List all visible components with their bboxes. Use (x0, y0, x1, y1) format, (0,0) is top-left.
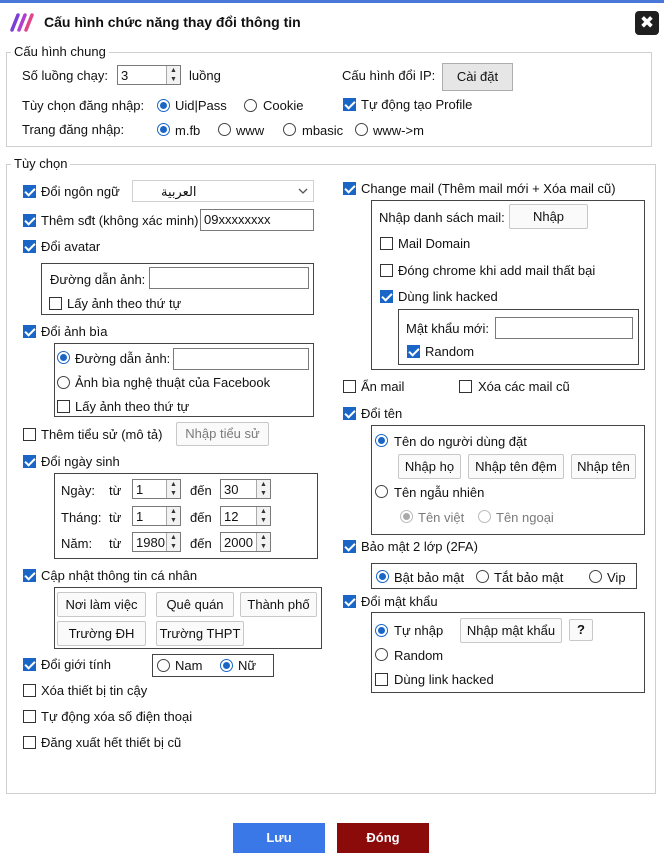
page-www-m-radio[interactable] (355, 123, 368, 136)
auto-profile-checkbox[interactable] (343, 98, 356, 111)
stepper-up-icon[interactable]: ▲ (256, 480, 270, 490)
month-to-stepper[interactable] (220, 506, 271, 526)
pw-hacked-link-label[interactable]: Dùng link hacked (394, 672, 494, 687)
mail-random-checkbox[interactable] (407, 345, 420, 358)
logout-old-label[interactable]: Đăng xuất hết thiết bị cũ (41, 735, 182, 750)
twofa-on-label[interactable]: Bật bảo mật (394, 570, 465, 585)
gender-male-label[interactable]: Nam (175, 658, 203, 673)
stepper-up-icon[interactable]: ▲ (166, 66, 180, 76)
name-foreign-radio[interactable] (478, 510, 491, 523)
change-mail-label[interactable]: Change mail (Thêm mail mới + Xóa mail cũ) (361, 181, 616, 196)
login-cookie-label[interactable]: Cookie (263, 98, 304, 113)
city-button[interactable]: Thành phố (240, 592, 317, 617)
delete-old-mail-label[interactable]: Xóa các mail cũ (478, 379, 570, 394)
remove-trusted-checkbox[interactable] (23, 684, 36, 697)
avatar-in-order-checkbox[interactable] (49, 297, 62, 310)
day-label: Ngày: (61, 483, 95, 498)
stepper-up-icon[interactable]: ▲ (166, 507, 180, 517)
twofa-off-radio[interactable] (476, 570, 489, 583)
month-to-value: 12 (224, 509, 239, 524)
twofa-label[interactable]: Bảo mật 2 lớp (2FA) (361, 539, 478, 554)
add-phone-checkbox[interactable] (23, 214, 36, 227)
hide-mail-label[interactable]: Ẩn mail (361, 379, 405, 394)
remove-trusted-label[interactable]: Xóa thiết bị tin cậy (41, 683, 148, 698)
change-language-checkbox[interactable] (23, 185, 36, 198)
help-icon[interactable]: ? (569, 619, 593, 641)
mail-hacked-link-checkbox[interactable] (380, 290, 393, 303)
day-to-stepper[interactable] (220, 479, 271, 499)
twofa-on-radio[interactable] (376, 570, 389, 583)
auto-profile-label[interactable]: Tự động tạo Profile (361, 97, 473, 112)
page-mbasic-label[interactable]: mbasic (302, 123, 344, 138)
cover-path-radio[interactable] (57, 351, 70, 364)
bio-input-button[interactable]: Nhập tiểu sử (176, 422, 269, 446)
university-button[interactable]: Trường ĐH (57, 621, 146, 646)
hide-mail-checkbox[interactable] (343, 380, 356, 393)
change-birthday-label[interactable]: Đổi ngày sinh (41, 454, 120, 469)
pw-random-radio[interactable] (375, 648, 388, 661)
month-from-value: 1 (136, 509, 144, 524)
name-user-set-radio[interactable] (375, 434, 388, 447)
app-logo-icon (9, 10, 35, 34)
stepper-down-icon[interactable]: ▼ (166, 516, 180, 525)
stepper-down-icon[interactable]: ▼ (256, 516, 270, 525)
hometown-button[interactable]: Quê quán (156, 592, 234, 617)
first-name-button[interactable]: Nhập tên (571, 454, 636, 479)
cover-in-order-checkbox[interactable] (57, 400, 70, 413)
year-from-stepper[interactable] (132, 532, 181, 552)
year-to-value: 2000 (224, 535, 253, 550)
avatar-in-order-label[interactable]: Lấy ảnh theo thứ tự (67, 296, 182, 311)
workplace-button[interactable]: Nơi làm việc (57, 592, 146, 617)
auto-remove-phone-label[interactable]: Tự động xóa số điện thoại (41, 709, 193, 724)
options-legend: Tùy chọn (11, 156, 70, 171)
day-to-value: 30 (224, 482, 239, 497)
mail-list-button[interactable]: Nhập (509, 204, 588, 229)
threads-value: 3 (121, 68, 129, 83)
stepper-up-icon[interactable]: ▲ (256, 507, 270, 517)
change-cover-checkbox[interactable] (23, 325, 36, 338)
change-password-label[interactable]: Đổi mật khẩu (361, 594, 438, 609)
mail-domain-checkbox[interactable] (380, 237, 393, 250)
close-chrome-checkbox[interactable] (380, 264, 393, 277)
phone-input[interactable]: 09xxxxxxxx (200, 209, 314, 231)
month-from-stepper[interactable] (132, 506, 181, 526)
cover-path-input[interactable] (173, 348, 309, 370)
stepper-up-icon[interactable]: ▲ (166, 533, 180, 543)
new-password-label: Mật khẩu mới: (406, 321, 489, 336)
ip-settings-button[interactable]: Cài đặt (442, 63, 513, 91)
language-value: العربية (161, 184, 197, 199)
page-mbasic-radio[interactable] (283, 123, 296, 136)
stepper-down-icon[interactable]: ▼ (256, 542, 270, 551)
day-to-label: đến (190, 483, 212, 498)
middle-name-button[interactable]: Nhập tên đệm (468, 454, 564, 479)
mail-random-label[interactable]: Random (425, 344, 475, 359)
name-random-radio[interactable] (375, 485, 388, 498)
threads-label: Số luồng chạy: (22, 68, 109, 83)
stepper-down-icon[interactable]: ▼ (166, 75, 180, 84)
login-option-label: Tùy chọn đăng nhập: (22, 98, 145, 113)
chevron-down-icon (298, 188, 308, 195)
language-select[interactable] (132, 180, 314, 202)
page-mfb-label[interactable]: m.fb (175, 123, 201, 138)
change-language-label[interactable]: Đổi ngôn ngữ (41, 184, 120, 199)
cover-in-order-label[interactable]: Lấy ảnh theo thứ tự (75, 399, 190, 414)
new-password-input[interactable] (495, 317, 633, 339)
threads-unit: luồng (189, 68, 221, 83)
update-personal-checkbox[interactable] (23, 569, 36, 582)
change-birthday-checkbox[interactable] (23, 455, 36, 468)
change-mail-checkbox[interactable] (343, 182, 356, 195)
avatar-path-label: Đường dẫn ảnh: (50, 272, 146, 287)
change-cover-label[interactable]: Đổi ảnh bìa (41, 324, 108, 339)
month-to-label: đến (190, 510, 212, 525)
login-cookie-radio[interactable] (244, 99, 257, 112)
name-vn-radio[interactable] (400, 510, 413, 523)
pw-random-label[interactable]: Random (394, 648, 444, 663)
name-random-label[interactable]: Tên ngẫu nhiên (394, 485, 485, 500)
threads-stepper[interactable] (117, 65, 181, 85)
save-button[interactable]: Lưu (233, 823, 325, 853)
close-window-button[interactable]: ✖ (635, 11, 659, 35)
cover-path-label[interactable]: Đường dẫn ảnh: (75, 351, 171, 366)
page-www-m-label[interactable]: www->m (373, 123, 424, 138)
year-label: Năm: (61, 536, 93, 551)
window-title: Cấu hình chức năng thay đổi thông tin (44, 14, 301, 30)
login-page-label: Trang đăng nhập: (22, 122, 125, 137)
day-from-label: từ (109, 483, 122, 498)
page-www-label[interactable]: www (236, 123, 265, 138)
change-name-checkbox[interactable] (343, 407, 356, 420)
name-vn-label[interactable]: Tên việt (418, 510, 465, 525)
close-button[interactable]: Đóng (337, 823, 429, 853)
change-avatar-checkbox[interactable] (23, 240, 36, 253)
month-from-label: từ (109, 510, 122, 525)
highschool-button[interactable]: Trường THPT (156, 621, 244, 646)
login-uidpass-label[interactable]: Uid|Pass (175, 98, 227, 113)
update-personal-label[interactable]: Cập nhật thông tin cá nhân (41, 568, 198, 583)
add-phone-label[interactable]: Thêm sđt (không xác minh) (41, 213, 199, 228)
stepper-up-icon[interactable]: ▲ (256, 533, 270, 543)
pw-manual-label[interactable]: Tự nhập (394, 623, 444, 638)
general-config-legend: Cấu hình chung (11, 44, 109, 59)
stepper-down-icon[interactable]: ▼ (166, 542, 180, 551)
day-from-stepper[interactable] (132, 479, 181, 499)
last-name-button[interactable]: Nhập họ (398, 454, 461, 479)
gender-female-radio[interactable] (220, 659, 233, 672)
pw-manual-radio[interactable] (375, 624, 388, 637)
stepper-down-icon[interactable]: ▼ (256, 489, 270, 498)
twofa-vip-radio[interactable] (589, 570, 602, 583)
password-input-button[interactable]: Nhập mật khẩu (460, 618, 562, 643)
auto-remove-phone-checkbox[interactable] (23, 710, 36, 723)
page-mfb-radio[interactable] (157, 123, 170, 136)
mail-hacked-link-label[interactable]: Dùng link hacked (398, 289, 498, 304)
cover-fb-art-label[interactable]: Ảnh bìa nghệ thuật của Facebook (75, 375, 271, 390)
add-bio-checkbox[interactable] (23, 428, 36, 441)
gender-male-radio[interactable] (157, 659, 170, 672)
year-to-stepper[interactable] (220, 532, 271, 552)
day-from-value: 1 (136, 482, 144, 497)
year-to-label: đến (190, 536, 212, 551)
twofa-off-label[interactable]: Tắt bảo mật (494, 570, 564, 585)
stepper-down-icon[interactable]: ▼ (166, 489, 180, 498)
year-from-value: 1980 (136, 535, 165, 550)
change-name-label[interactable]: Đổi tên (361, 406, 403, 421)
page-www-radio[interactable] (218, 123, 231, 136)
twofa-vip-label[interactable]: Vip (607, 570, 626, 585)
year-from-label: từ (109, 536, 122, 551)
close-chrome-label[interactable]: Đóng chrome khi add mail thất bại (398, 263, 596, 278)
add-bio-label[interactable]: Thêm tiểu sử (mô tả) (41, 427, 163, 442)
login-uidpass-radio[interactable] (157, 99, 170, 112)
mail-domain-label[interactable]: Mail Domain (398, 236, 471, 251)
gender-female-label[interactable]: Nữ (238, 658, 257, 673)
change-password-checkbox[interactable] (343, 595, 356, 608)
stepper-up-icon[interactable]: ▲ (166, 480, 180, 490)
month-label: Tháng: (61, 510, 102, 525)
cover-fb-art-radio[interactable] (57, 376, 70, 389)
ip-config-label: Cấu hình đổi IP: (342, 68, 436, 83)
name-foreign-label[interactable]: Tên ngoại (496, 510, 554, 525)
change-gender-label[interactable]: Đổi giới tính (41, 657, 111, 672)
name-user-set-label[interactable]: Tên do người dùng đặt (394, 434, 527, 449)
change-gender-checkbox[interactable] (23, 658, 36, 671)
avatar-path-input[interactable] (149, 267, 309, 289)
mail-list-label: Nhập danh sách mail: (379, 210, 505, 225)
twofa-checkbox[interactable] (343, 540, 356, 553)
logout-old-checkbox[interactable] (23, 736, 36, 749)
pw-hacked-link-checkbox[interactable] (375, 673, 388, 686)
delete-old-mail-checkbox[interactable] (459, 380, 472, 393)
change-avatar-label[interactable]: Đổi avatar (41, 239, 101, 254)
